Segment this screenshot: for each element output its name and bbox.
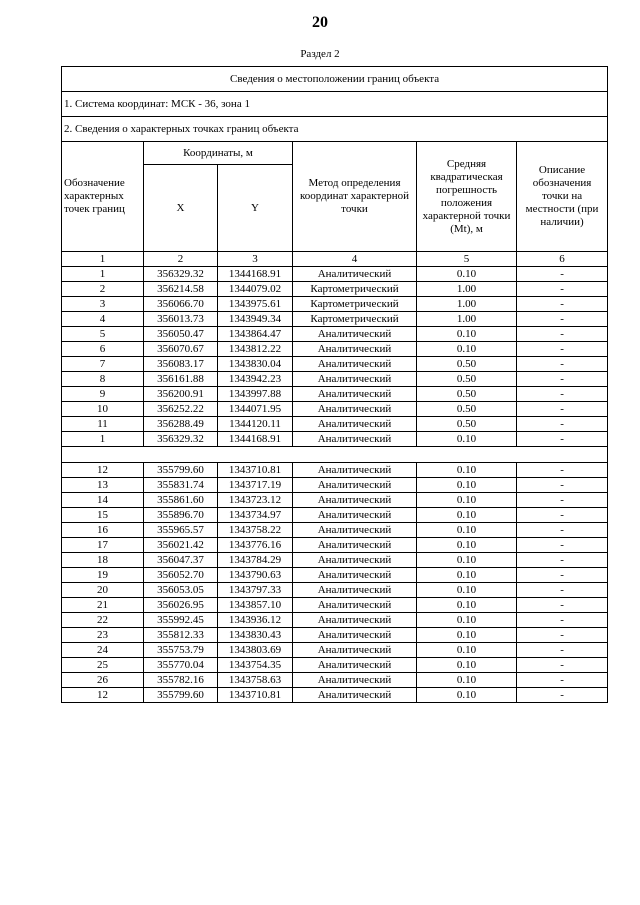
x-coord: 355896.70 bbox=[144, 508, 218, 523]
y-coord: 1343975.61 bbox=[218, 297, 293, 312]
description: - bbox=[517, 402, 608, 417]
boundary-table bbox=[61, 66, 608, 703]
table-row bbox=[62, 282, 608, 297]
error-value: 0.50 bbox=[417, 417, 517, 432]
table-row bbox=[62, 673, 608, 688]
header-method: Метод определения координат характерной точки bbox=[293, 142, 417, 252]
point-id: 23 bbox=[62, 628, 144, 643]
point-id: 18 bbox=[62, 553, 144, 568]
description: - bbox=[517, 688, 608, 703]
error-value: 0.10 bbox=[417, 463, 517, 478]
x-coord: 355861.60 bbox=[144, 493, 218, 508]
point-id: 17 bbox=[62, 538, 144, 553]
error-value: 0.10 bbox=[417, 628, 517, 643]
method: Аналитический bbox=[293, 402, 417, 417]
description: - bbox=[517, 463, 608, 478]
x-coord: 355799.60 bbox=[144, 463, 218, 478]
method: Аналитический bbox=[293, 432, 417, 447]
table-row bbox=[62, 628, 608, 643]
column-number: 2 bbox=[144, 252, 218, 267]
description: - bbox=[517, 553, 608, 568]
point-id: 2 bbox=[62, 282, 144, 297]
column-number: 3 bbox=[218, 252, 293, 267]
point-id: 21 bbox=[62, 598, 144, 613]
x-coord: 356161.88 bbox=[144, 372, 218, 387]
x-coord: 356288.49 bbox=[144, 417, 218, 432]
point-id: 1 bbox=[62, 267, 144, 282]
y-coord: 1344071.95 bbox=[218, 402, 293, 417]
description: - bbox=[517, 538, 608, 553]
y-coord: 1343710.81 bbox=[218, 688, 293, 703]
description: - bbox=[517, 508, 608, 523]
point-id: 16 bbox=[62, 523, 144, 538]
x-coord: 355992.45 bbox=[144, 613, 218, 628]
description: - bbox=[517, 583, 608, 598]
table-row bbox=[62, 643, 608, 658]
description: - bbox=[517, 568, 608, 583]
method: Аналитический bbox=[293, 357, 417, 372]
method: Аналитический bbox=[293, 643, 417, 658]
x-coord: 356053.05 bbox=[144, 583, 218, 598]
y-coord: 1343734.97 bbox=[218, 508, 293, 523]
header-designation: Обозначение характерных точек границ bbox=[62, 142, 144, 252]
point-id: 15 bbox=[62, 508, 144, 523]
x-coord: 356047.37 bbox=[144, 553, 218, 568]
y-coord: 1343949.34 bbox=[218, 312, 293, 327]
header-x: X bbox=[144, 165, 218, 252]
section-label: Раздел 2 bbox=[300, 48, 340, 60]
y-coord: 1343758.63 bbox=[218, 673, 293, 688]
method: Аналитический bbox=[293, 538, 417, 553]
y-coord: 1343812.22 bbox=[218, 342, 293, 357]
error-value: 0.10 bbox=[417, 688, 517, 703]
y-coord: 1343723.12 bbox=[218, 493, 293, 508]
table-title: Сведения о местоположении границ объекта bbox=[62, 67, 608, 92]
column-number: 6 bbox=[517, 252, 608, 267]
point-id: 6 bbox=[62, 342, 144, 357]
description: - bbox=[517, 628, 608, 643]
method: Аналитический bbox=[293, 553, 417, 568]
table-row bbox=[62, 357, 608, 372]
table-row bbox=[62, 598, 608, 613]
table-row bbox=[62, 508, 608, 523]
table-row bbox=[62, 342, 608, 357]
error-value: 0.10 bbox=[417, 598, 517, 613]
error-value: 1.00 bbox=[417, 282, 517, 297]
x-coord: 355770.04 bbox=[144, 658, 218, 673]
page-number: 20 bbox=[312, 14, 328, 31]
coord-system: 1. Система координат: МСК - 36, зона 1 bbox=[62, 92, 608, 117]
x-coord: 356252.22 bbox=[144, 402, 218, 417]
header-y: Y bbox=[218, 165, 293, 252]
description: - bbox=[517, 267, 608, 282]
y-coord: 1343803.69 bbox=[218, 643, 293, 658]
error-value: 0.10 bbox=[417, 583, 517, 598]
method: Аналитический bbox=[293, 598, 417, 613]
method: Аналитический bbox=[293, 583, 417, 598]
y-coord: 1343758.22 bbox=[218, 523, 293, 538]
method: Аналитический bbox=[293, 673, 417, 688]
method: Аналитический bbox=[293, 478, 417, 493]
description: - bbox=[517, 493, 608, 508]
method: Аналитический bbox=[293, 372, 417, 387]
x-coord: 355831.74 bbox=[144, 478, 218, 493]
error-value: 0.10 bbox=[417, 643, 517, 658]
point-id: 4 bbox=[62, 312, 144, 327]
table-row bbox=[62, 613, 608, 628]
error-value: 0.10 bbox=[417, 493, 517, 508]
point-id: 12 bbox=[62, 463, 144, 478]
x-coord: 355799.60 bbox=[144, 688, 218, 703]
y-coord: 1343857.10 bbox=[218, 598, 293, 613]
x-coord: 355753.79 bbox=[144, 643, 218, 658]
error-value: 0.10 bbox=[417, 673, 517, 688]
description: - bbox=[517, 372, 608, 387]
table-row bbox=[62, 493, 608, 508]
method: Аналитический bbox=[293, 658, 417, 673]
error-value: 0.10 bbox=[417, 327, 517, 342]
method: Аналитический bbox=[293, 463, 417, 478]
header-error: Средняя квадратическая погрешность положения характерной точки (Mt), м bbox=[417, 142, 517, 252]
point-id: 20 bbox=[62, 583, 144, 598]
error-value: 0.10 bbox=[417, 478, 517, 493]
description: - bbox=[517, 432, 608, 447]
method: Аналитический bbox=[293, 688, 417, 703]
x-coord: 356214.58 bbox=[144, 282, 218, 297]
error-value: 0.50 bbox=[417, 402, 517, 417]
column-number: 5 bbox=[417, 252, 517, 267]
table-row bbox=[62, 568, 608, 583]
table-row bbox=[62, 658, 608, 673]
method: Аналитический bbox=[293, 387, 417, 402]
method: Картометрический bbox=[293, 282, 417, 297]
error-value: 0.10 bbox=[417, 538, 517, 553]
description: - bbox=[517, 643, 608, 658]
point-id: 14 bbox=[62, 493, 144, 508]
table-row bbox=[62, 463, 608, 478]
y-coord: 1343830.43 bbox=[218, 628, 293, 643]
table-row bbox=[62, 387, 608, 402]
x-coord: 356021.42 bbox=[144, 538, 218, 553]
y-coord: 1343997.88 bbox=[218, 387, 293, 402]
method: Аналитический bbox=[293, 417, 417, 432]
y-coord: 1343797.33 bbox=[218, 583, 293, 598]
table-row bbox=[62, 432, 608, 447]
x-coord: 355812.33 bbox=[144, 628, 218, 643]
method: Аналитический bbox=[293, 267, 417, 282]
x-coord: 356026.95 bbox=[144, 598, 218, 613]
y-coord: 1343830.04 bbox=[218, 357, 293, 372]
description: - bbox=[517, 523, 608, 538]
table-row bbox=[62, 312, 608, 327]
table-row bbox=[62, 417, 608, 432]
method: Аналитический bbox=[293, 508, 417, 523]
error-value: 0.10 bbox=[417, 568, 517, 583]
point-id: 10 bbox=[62, 402, 144, 417]
table-row bbox=[62, 553, 608, 568]
contour-separator-row bbox=[62, 447, 608, 463]
table-row bbox=[62, 523, 608, 538]
y-coord: 1343790.63 bbox=[218, 568, 293, 583]
table-row bbox=[62, 267, 608, 282]
error-value: 1.00 bbox=[417, 312, 517, 327]
x-coord: 355965.57 bbox=[144, 523, 218, 538]
column-number: 4 bbox=[293, 252, 417, 267]
error-value: 0.50 bbox=[417, 387, 517, 402]
x-coord: 356070.67 bbox=[144, 342, 218, 357]
error-value: 0.10 bbox=[417, 523, 517, 538]
description: - bbox=[517, 357, 608, 372]
y-coord: 1344168.91 bbox=[218, 267, 293, 282]
x-coord: 356066.70 bbox=[144, 297, 218, 312]
table-row bbox=[62, 688, 608, 703]
description: - bbox=[517, 417, 608, 432]
y-coord: 1343936.12 bbox=[218, 613, 293, 628]
y-coord: 1343717.19 bbox=[218, 478, 293, 493]
table-row bbox=[62, 583, 608, 598]
method: Картометрический bbox=[293, 312, 417, 327]
y-coord: 1343710.81 bbox=[218, 463, 293, 478]
table-row bbox=[62, 327, 608, 342]
point-id: 19 bbox=[62, 568, 144, 583]
error-value: 0.10 bbox=[417, 508, 517, 523]
x-coord: 356083.17 bbox=[144, 357, 218, 372]
description: - bbox=[517, 312, 608, 327]
y-coord: 1343784.29 bbox=[218, 553, 293, 568]
header-description: Описание обозначения точки на местности (при наличии) bbox=[517, 142, 608, 252]
error-value: 0.10 bbox=[417, 658, 517, 673]
error-value: 1.00 bbox=[417, 297, 517, 312]
y-coord: 1343942.23 bbox=[218, 372, 293, 387]
point-id: 12 bbox=[62, 688, 144, 703]
description: - bbox=[517, 297, 608, 312]
x-coord: 356329.32 bbox=[144, 267, 218, 282]
y-coord: 1343776.16 bbox=[218, 538, 293, 553]
point-id: 22 bbox=[62, 613, 144, 628]
method: Картометрический bbox=[293, 297, 417, 312]
description: - bbox=[517, 613, 608, 628]
point-id: 11 bbox=[62, 417, 144, 432]
error-value: 0.10 bbox=[417, 553, 517, 568]
description: - bbox=[517, 598, 608, 613]
description: - bbox=[517, 658, 608, 673]
x-coord: 356050.47 bbox=[144, 327, 218, 342]
description: - bbox=[517, 282, 608, 297]
y-coord: 1343754.35 bbox=[218, 658, 293, 673]
y-coord: 1344120.11 bbox=[218, 417, 293, 432]
error-value: 0.50 bbox=[417, 372, 517, 387]
method: Аналитический bbox=[293, 628, 417, 643]
table-row bbox=[62, 372, 608, 387]
x-coord: 356013.73 bbox=[144, 312, 218, 327]
point-id: 1 bbox=[62, 432, 144, 447]
table-row bbox=[62, 402, 608, 417]
point-id: 8 bbox=[62, 372, 144, 387]
x-coord: 356200.91 bbox=[144, 387, 218, 402]
y-coord: 1344168.91 bbox=[218, 432, 293, 447]
column-numbers-row bbox=[62, 252, 608, 267]
point-id: 5 bbox=[62, 327, 144, 342]
method: Аналитический bbox=[293, 342, 417, 357]
points-heading: 2. Сведения о характерных точках границ объекта bbox=[62, 117, 608, 142]
error-value: 0.50 bbox=[417, 357, 517, 372]
x-coord: 355782.16 bbox=[144, 673, 218, 688]
description: - bbox=[517, 342, 608, 357]
point-id: 3 bbox=[62, 297, 144, 312]
table-row bbox=[62, 297, 608, 312]
point-id: 7 bbox=[62, 357, 144, 372]
method: Аналитический bbox=[293, 327, 417, 342]
table-row bbox=[62, 478, 608, 493]
header-coordinates: Координаты, м bbox=[144, 142, 293, 165]
column-number: 1 bbox=[62, 252, 144, 267]
error-value: 0.10 bbox=[417, 267, 517, 282]
x-coord: 356052.70 bbox=[144, 568, 218, 583]
point-id: 26 bbox=[62, 673, 144, 688]
x-coord: 356329.32 bbox=[144, 432, 218, 447]
point-id: 9 bbox=[62, 387, 144, 402]
description: - bbox=[517, 673, 608, 688]
error-value: 0.10 bbox=[417, 342, 517, 357]
table-row bbox=[62, 538, 608, 553]
description: - bbox=[517, 478, 608, 493]
error-value: 0.10 bbox=[417, 432, 517, 447]
method: Аналитический bbox=[293, 568, 417, 583]
description: - bbox=[517, 387, 608, 402]
y-coord: 1344079.02 bbox=[218, 282, 293, 297]
y-coord: 1343864.47 bbox=[218, 327, 293, 342]
description: - bbox=[517, 327, 608, 342]
method: Аналитический bbox=[293, 493, 417, 508]
error-value: 0.10 bbox=[417, 613, 517, 628]
point-id: 24 bbox=[62, 643, 144, 658]
point-id: 13 bbox=[62, 478, 144, 493]
separator-cell bbox=[62, 447, 608, 463]
point-id: 25 bbox=[62, 658, 144, 673]
method: Аналитический bbox=[293, 613, 417, 628]
method: Аналитический bbox=[293, 523, 417, 538]
